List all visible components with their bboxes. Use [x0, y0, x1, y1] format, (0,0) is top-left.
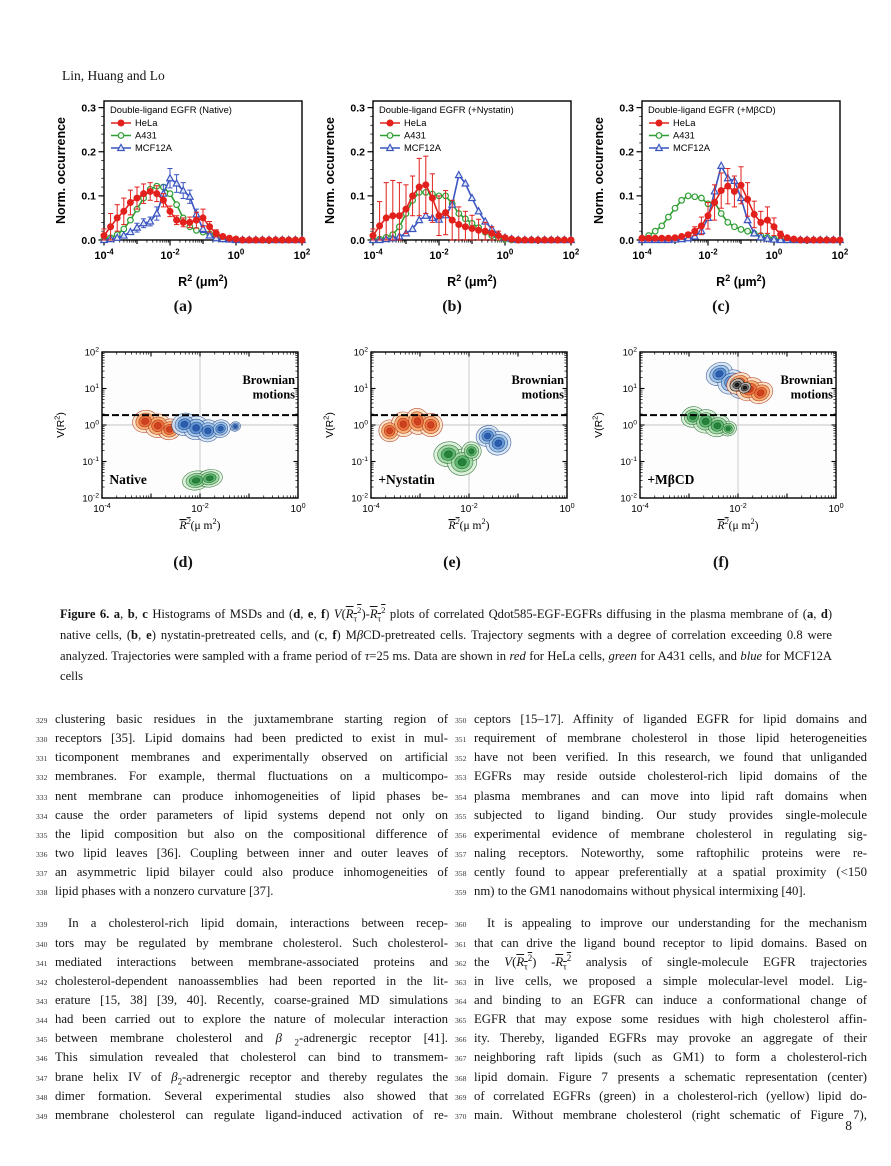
svg-text:0.2: 0.2: [619, 146, 634, 159]
line-text: experimental evidence of membrane cholesterol in regulating sig-: [474, 826, 867, 841]
panel-label-c: (c): [712, 298, 730, 315]
svg-text:0.3: 0.3: [619, 102, 634, 115]
text-line: [36, 731, 448, 750]
svg-text:Norm. occurrence: Norm. occurrence: [54, 117, 68, 224]
text-line: [36, 974, 448, 993]
svg-text:V(R2): $V(R^2)$: [590, 412, 605, 438]
svg-text:0.3: 0.3: [350, 102, 365, 115]
contour-panel-mbcd: [590, 344, 852, 572]
contour-svg-e: [321, 344, 583, 552]
svg-text:R2(μ m2): $R^2(\mu$ $m^2$): [179, 517, 221, 532]
line-number: 346: [36, 1054, 48, 1064]
text-line: [36, 955, 448, 974]
svg-text:0.2: 0.2: [81, 146, 96, 159]
text-line: [36, 916, 448, 935]
svg-text:Brownian: Brownian: [242, 373, 296, 388]
svg-text:100: $10^0$: [290, 500, 306, 515]
text-line: [36, 865, 448, 884]
line-text: dimer formation. Several experimental studies also showed that: [55, 1088, 448, 1103]
line-text: an asymmetric lipid bilayer could also produce inhomogeneities of: [55, 865, 448, 880]
line-text: lipid phases with a nonzero curvature [37].: [55, 884, 274, 899]
line-text: naling receptors. Noteworthy, some raftophilic proteins were re-: [474, 845, 867, 860]
svg-text:0.0: 0.0: [81, 234, 96, 247]
text-line: [455, 827, 867, 846]
svg-text:100: $10^0$: [559, 500, 575, 515]
line-number: 336: [36, 849, 48, 859]
line-text: cently found to appear preferentially at a spatial proximity (<150: [474, 865, 867, 880]
svg-text:100: $10^0$: [765, 247, 783, 262]
line-text: of correlated EGFRs (green) in a cholesterol-rich (yellow) lipid do-: [474, 1088, 867, 1103]
line-text: This simulation revealed that cholesterol can bind to transmem-: [55, 1050, 448, 1065]
histogram-svg-a: [52, 92, 314, 296]
line-number: 347: [36, 1073, 48, 1083]
svg-text:A431: A431: [404, 129, 426, 141]
svg-text:0.2: 0.2: [350, 146, 365, 159]
svg-text:Double-ligand EGFR (+MβCD): Double-ligand EGFR (+MβCD): [648, 104, 776, 115]
line-text: membrane cholesterol can regulate ligand-induced activation of re-: [55, 1107, 448, 1122]
condition-label: Native: [109, 472, 147, 488]
line-number: 343: [36, 996, 48, 1006]
line-number: 366: [455, 1035, 467, 1045]
text-line: [455, 1089, 867, 1108]
text-line: [455, 750, 867, 769]
line-text: have not been verified. In this research, we found that unliganded: [474, 750, 867, 765]
svg-text:102: $10^2$: [562, 247, 580, 262]
text-line: [455, 1031, 867, 1050]
text-column-left: [36, 712, 448, 1127]
line-number: 338: [36, 888, 48, 898]
svg-text:Brownian: Brownian: [511, 373, 565, 388]
line-number: 331: [36, 754, 48, 764]
line-text: between membrane cholesterol and β $_2$-adrenergic receptor [41].: [55, 1031, 448, 1048]
svg-text:100: $10^0$: [227, 247, 245, 262]
line-number: 329: [36, 716, 48, 725]
histogram-panel-mbcd: [590, 92, 852, 316]
text-line: [455, 865, 867, 884]
text-line: [455, 974, 867, 993]
line-number: 340: [36, 939, 48, 949]
text-line: [455, 916, 867, 935]
running-head: Lin, Huang and Lo: [62, 68, 165, 83]
line-number: 355: [455, 811, 467, 821]
line-number: 349: [36, 1111, 48, 1121]
svg-text:100: $10^0$: [496, 247, 514, 262]
line-text: the lipid composition but also on the compositional difference of: [55, 826, 448, 841]
line-text: in live cells, we proposed a simple molecular-level model. Lig-: [474, 973, 867, 988]
text-line: [36, 712, 448, 731]
svg-text:100: $10^0$: [828, 500, 844, 515]
line-number: 352: [455, 754, 467, 764]
contour-svg-d: [52, 344, 314, 552]
svg-text:102: $10^2$: [293, 247, 311, 262]
svg-text:motions: motions: [252, 387, 296, 402]
line-number: 348: [36, 1092, 48, 1102]
svg-text:Norm. occurrence: Norm. occurrence: [592, 117, 606, 224]
svg-text:HeLa: HeLa: [673, 117, 696, 128]
contour-panel-nystatin: [321, 344, 583, 572]
text-line: [36, 884, 448, 903]
line-text: subjected to ligand binding. Our study provides single-molecule: [474, 807, 867, 822]
svg-text:R2 (μm2): $R^2$ $(\mu m^2)$: [178, 272, 228, 289]
svg-text:HeLa: HeLa: [135, 117, 158, 128]
line-number: 350: [455, 716, 467, 725]
line-number: 333: [36, 792, 48, 802]
svg-text:100: $10^0$: [84, 419, 99, 432]
line-number: 368: [455, 1073, 467, 1083]
svg-text:10-4: $10^{-4}$: [631, 500, 649, 515]
text-line: [36, 789, 448, 808]
svg-text:10-1: $10^{-1}$: [82, 455, 99, 468]
text-line: [455, 1012, 867, 1031]
line-text: ity. Thereby, liganded EGFRs may provoke an aggregate of their: [474, 1031, 867, 1046]
svg-text:R2 (μm2): $R^2$ $(\mu m^2)$: [716, 272, 766, 289]
svg-text:Double-ligand EGFR (+Nystatin): Double-ligand EGFR (+Nystatin): [379, 104, 514, 115]
line-number: 332: [36, 773, 48, 783]
line-number: 362: [455, 958, 467, 968]
svg-text:101: $10^1$: [622, 382, 637, 395]
line-text: receptors [35]. Lipid domains had been predicted to exist in mul-: [55, 731, 448, 746]
line-text: cause the order parameters of lipid systems depend not only on: [55, 807, 448, 822]
text-line: [36, 936, 448, 955]
line-text: had been carried out to explore the nature of molecular interaction: [55, 1012, 448, 1027]
line-text: tors may be regulated by membrane cholesterol. Such cholesterol-: [55, 935, 448, 950]
line-number: 337: [36, 869, 48, 879]
line-number: 345: [36, 1035, 48, 1045]
line-text: lipid domain. Figure 7 presents a schematic representation (center): [474, 1069, 867, 1084]
text-line: [455, 789, 867, 808]
text-line: [36, 1031, 448, 1050]
line-text: plasma membranes and can move into lipid raft domains when: [474, 788, 867, 803]
condition-label: +Nystatin: [378, 472, 435, 488]
line-number: 361: [455, 939, 467, 949]
svg-text:Brownian: Brownian: [780, 373, 834, 388]
svg-text:10-2: $10^{-2}$: [82, 492, 99, 505]
text-line: [36, 827, 448, 846]
line-number: 364: [455, 996, 467, 1006]
text-column-right: [455, 712, 867, 1127]
svg-text:Norm. occurrence: Norm. occurrence: [323, 117, 337, 224]
line-text: clustering basic residues in the juxtamembrane starting region of: [55, 712, 448, 726]
line-number: 359: [455, 888, 467, 898]
svg-text:R2 (μm2): $R^2$ $(\mu m^2)$: [447, 272, 497, 289]
svg-text:MCF12A: MCF12A: [135, 142, 172, 153]
text-line: [36, 993, 448, 1012]
svg-text:10-1: $10^{-1}$: [351, 455, 368, 468]
text-line: [36, 1089, 448, 1108]
svg-text:102: $10^2$: [353, 346, 368, 359]
line-text: It is appealing to improve our understanding for the mechanism: [487, 916, 867, 931]
line-number: 357: [455, 849, 467, 859]
text-line: [455, 936, 867, 955]
line-number: 342: [36, 977, 48, 987]
page-number: 8: [845, 1118, 852, 1133]
line-text: neighboring raft lipids (such as GM1) to form a cholesterol-rich: [474, 1050, 867, 1065]
svg-text:A431: A431: [673, 129, 695, 141]
text-line: [36, 1050, 448, 1069]
contour-row: [52, 344, 852, 572]
svg-text:10-2: $10^{-2}$: [698, 247, 718, 262]
svg-text:10-4: $10^{-4}$: [93, 500, 111, 515]
line-number: 370: [455, 1111, 467, 1121]
line-text: two lipid leaves [36]. Coupling between inner and outer leaves of: [55, 845, 448, 860]
line-text: brane helix IV of $\beta_2$-adrenergic receptor and thereby regulates the: [55, 1069, 449, 1087]
line-number: 356: [455, 830, 467, 840]
line-text: In a cholesterol-rich lipid domain, interactions between recep-: [68, 916, 448, 931]
line-number: 330: [36, 735, 48, 745]
histogram-svg-c: [590, 92, 852, 296]
line-text: EGFRs may reside outside cholesterol-rich lipid domains of the: [474, 769, 867, 784]
svg-text:10-2: $10^{-2}$: [429, 247, 449, 262]
line-number: 339: [36, 920, 48, 930]
svg-text:100: $10^0$: [622, 419, 637, 432]
line-number: 369: [455, 1092, 467, 1102]
line-text: membranes. For example, thermal fluctuations on a multicompo-: [55, 769, 448, 784]
svg-text:102: $10^2$: [831, 247, 849, 262]
line-text: cholesterol-dependent nanoassemblies had been reported in the lit-: [55, 973, 448, 988]
svg-text:0.1: 0.1: [619, 190, 634, 203]
text-line: [455, 952, 868, 974]
line-number: 363: [455, 977, 467, 987]
text-line: [36, 808, 448, 827]
line-number: 344: [36, 1016, 48, 1026]
histogram-row: [52, 92, 852, 316]
svg-text:motions: motions: [521, 387, 565, 402]
svg-text:10-1: $10^{-1}$: [620, 455, 637, 468]
line-number: 360: [455, 920, 467, 930]
figure-caption: Figure 6. a, b, c Histograms of MSDs and (d, e, f) $V(R_\tau^2)-R_\tau^2$ plots of correlated Qdot585-EGF-EGFRs diffusing in the plasma membrane of (a, d) native cells, (b, e) nystatin-pretreated cells, and (c, f) MβCD-pretreated cells. Trajectory segments with a degree of correlation exceeding 0.8 were analyzed. Trajectories were sampled with a frame period of τ=25 ms. Data are shown in red for HeLa cells, green for A431 cells, and blue for MCF12A cells: [60, 604, 833, 684]
panel-label-b: (b): [442, 298, 462, 315]
line-number: 334: [36, 811, 48, 821]
svg-text:102: $10^2$: [622, 346, 637, 359]
histogram-svg-b: [321, 92, 583, 296]
panel-label-a: (a): [173, 298, 193, 315]
svg-text:R2(μ m2): $R^2(\mu$ $m^2$): [717, 517, 759, 532]
line-number: 367: [455, 1054, 467, 1064]
svg-text:101: $10^1$: [84, 382, 99, 395]
line-text: and binding to an EGFR can induce a conformational change of: [474, 992, 867, 1007]
text-line: [36, 1012, 448, 1031]
svg-text:MCF12A: MCF12A: [673, 142, 710, 153]
line-text: that can drive the ligand bound receptor to lipid domains. Based on: [474, 935, 867, 950]
line-number: 335: [36, 830, 48, 840]
text-line: [455, 731, 867, 750]
line-text: mediated interactions between membrane-associated proteins and: [55, 954, 448, 969]
text-line: [36, 846, 448, 865]
panel-label-d: (d): [173, 554, 193, 571]
svg-text:0.1: 0.1: [81, 190, 96, 203]
svg-text:10-4: $10^{-4}$: [94, 247, 114, 262]
svg-text:100: $10^0$: [353, 419, 368, 432]
svg-text:10-4: $10^{-4}$: [362, 500, 380, 515]
svg-text:MCF12A: MCF12A: [404, 142, 441, 153]
svg-text:10-4: $10^{-4}$: [363, 247, 383, 262]
text-line: [455, 769, 867, 788]
svg-text:V(R2): $V(R^2)$: [52, 412, 67, 438]
svg-text:10-2: $10^{-2}$: [620, 492, 637, 505]
line-text: nm) to the GM1 nanodomains without physical intermixing [40].: [474, 884, 806, 899]
svg-text:0.0: 0.0: [350, 234, 365, 247]
line-text: main. Without membrane cholesterol (right schematic of Figure 7),: [474, 1107, 867, 1122]
condition-label: +MβCD: [647, 472, 695, 488]
svg-text:HeLa: HeLa: [404, 117, 427, 128]
text-line: [455, 993, 867, 1012]
contour-panel-native: [52, 344, 314, 572]
contour-svg-f: [590, 344, 852, 552]
line-number: 341: [36, 958, 48, 968]
svg-text:101: $10^1$: [353, 382, 368, 395]
svg-text:10-2: $10^{-2}$: [729, 500, 747, 515]
line-text: nent membrane can produce inhomogeneities of lipid phases be-: [55, 788, 448, 803]
text-line: [455, 1070, 867, 1089]
panel-label-e: (e): [443, 554, 461, 571]
line-text: requirement of membrane cholesterol in those lipid heterogeneities: [474, 731, 867, 746]
histogram-panel-native: [52, 92, 314, 316]
text-line: [36, 769, 448, 788]
text-line: [455, 712, 867, 731]
text-line: [455, 808, 867, 827]
line-text: ceptors [15–17]. Affinity of liganded EGFR for lipid domains and: [474, 712, 867, 726]
panel-label-f: (f): [713, 554, 729, 571]
svg-text:10-2: $10^{-2}$: [351, 492, 368, 505]
line-number: 358: [455, 869, 467, 879]
svg-text:V(R2): $V(R^2)$: [321, 412, 336, 438]
line-text: the $V(R_\tau^2)$ $-R_\tau^2$ analysis of single-molecule EGFR trajectories: [474, 952, 868, 972]
svg-text:0.1: 0.1: [350, 190, 365, 203]
text-line: [455, 846, 867, 865]
svg-text:10-2: $10^{-2}$: [160, 247, 180, 262]
svg-text:R2(μ m2): $R^2(\mu$ $m^2$): [448, 517, 490, 532]
svg-text:10-2: $10^{-2}$: [460, 500, 478, 515]
text-line: [455, 1050, 867, 1069]
text-line: [36, 1070, 448, 1089]
line-text: ticomponent membranes and experimentally observed on artificial: [55, 750, 448, 765]
svg-text:motions: motions: [790, 387, 834, 402]
svg-text:0.0: 0.0: [619, 234, 634, 247]
svg-text:10-4: $10^{-4}$: [632, 247, 652, 262]
text-line: [455, 884, 867, 903]
svg-text:0.3: 0.3: [81, 102, 96, 115]
svg-text:Double-ligand EGFR (Native): Double-ligand EGFR (Native): [110, 104, 232, 115]
line-text: EGFR that may expose some residues with high cholesterol affin-: [474, 1012, 867, 1027]
line-number: 365: [455, 1016, 467, 1026]
svg-text:A431: A431: [135, 129, 157, 141]
text-line: [36, 750, 448, 769]
line-number: 351: [455, 735, 467, 745]
line-text: erature [15, 38] [39, 40]. Recently, coarse-grained MD simulations: [55, 992, 448, 1007]
line-number: 354: [455, 792, 467, 802]
histogram-panel-nystatin: [321, 92, 583, 316]
svg-text:10-2: $10^{-2}$: [191, 500, 209, 515]
line-number: 353: [455, 773, 467, 783]
svg-text:102: $10^2$: [84, 346, 99, 359]
